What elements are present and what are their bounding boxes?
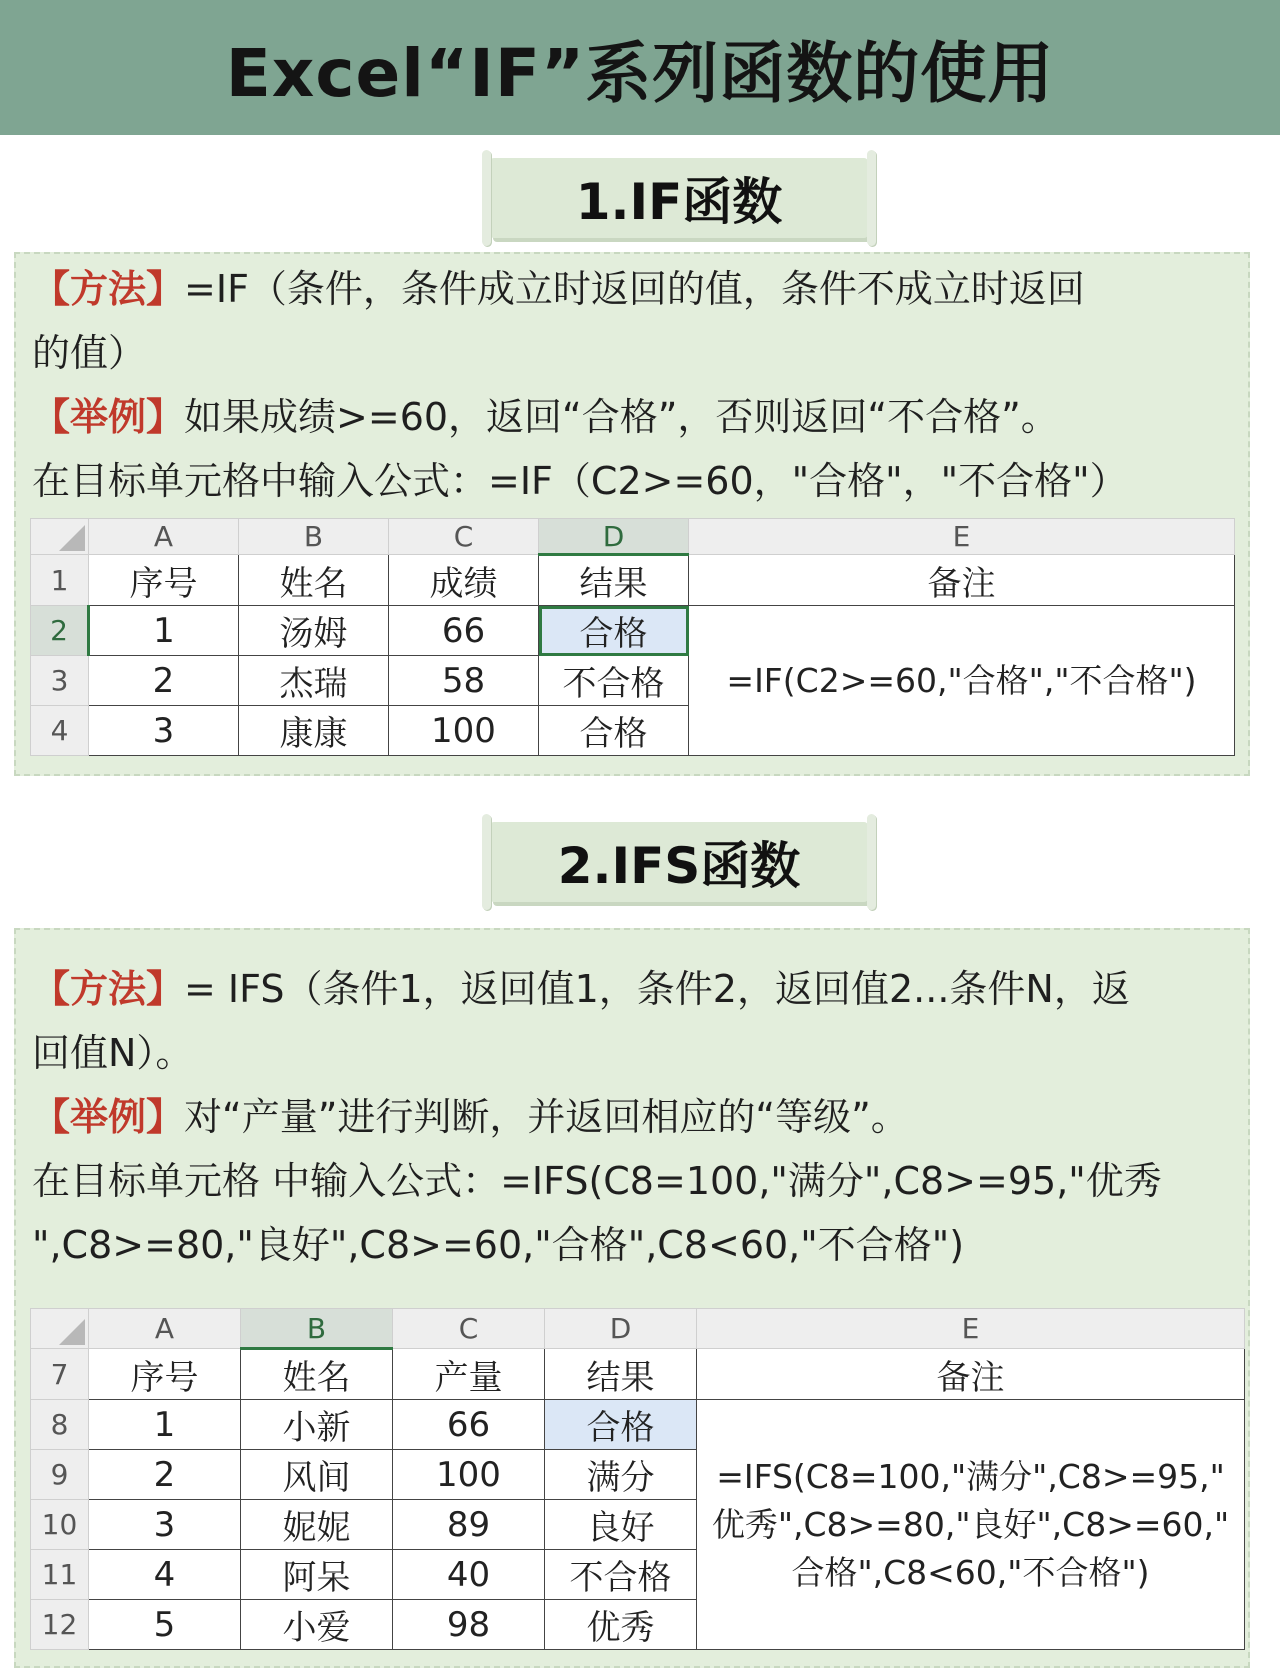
select-all-corner[interactable] [31,519,89,555]
cell[interactable]: 4 [89,1550,241,1600]
row-header[interactable]: 4 [31,706,89,756]
cell[interactable]: 小爱 [241,1600,393,1650]
row-header[interactable]: 10 [31,1500,89,1550]
section2-heading: 2.IFS函数 [557,837,801,895]
cell[interactable]: 5 [89,1600,241,1650]
cell[interactable]: 满分 [545,1450,697,1500]
example-tag: 【举例】 [32,395,185,439]
cell[interactable]: 3 [89,706,239,756]
section2-formula-line-1: 在目标单元格 中输入公式：=IFS(C8=100,"满分",C8>=95,"优秀 [32,1159,1162,1203]
cell[interactable]: 成绩 [389,555,539,606]
example-text: 如果成绩>=60，返回“合格”，否则返回“不合格”。 [184,395,1059,439]
cell[interactable]: 风间 [241,1450,393,1500]
column-header-a[interactable]: A [89,1309,241,1349]
column-header-c[interactable]: C [389,519,539,555]
column-header-a[interactable]: A [89,519,239,555]
active-cell[interactable]: 合格 [539,606,689,656]
row-header[interactable]: 2 [31,606,89,656]
section1-method-line [32,266,1085,312]
cell[interactable]: 98 [393,1600,545,1650]
cell[interactable]: 2 [89,1450,241,1500]
column-header-row [31,1309,1245,1349]
column-header-d[interactable]: D [545,1309,697,1349]
table-row [31,606,1235,656]
select-all-corner[interactable] [31,1309,89,1349]
column-header-d[interactable]: D [539,519,689,555]
example-tag: 【举例】 [32,1095,185,1139]
section1-heading: 1.IF函数 [575,173,783,231]
column-header-c[interactable]: C [393,1309,545,1349]
row-header[interactable]: 9 [31,1450,89,1500]
table-row [31,1349,1245,1400]
note-formula-cell[interactable] [697,1400,1245,1650]
page-title: Excel“IF”系列函数的使用 [225,35,1055,112]
section1-spreadsheet [30,518,1235,756]
cell[interactable]: 66 [393,1400,545,1450]
section1-method-line-2: 的值） [32,331,147,375]
cell[interactable]: 58 [389,656,539,706]
cell[interactable]: 1 [89,1400,241,1450]
cell[interactable]: 40 [393,1550,545,1600]
cell[interactable]: 100 [389,706,539,756]
note-formula-line: 优秀",C8>=80,"良好",C8>=60," [711,1504,1230,1544]
method-tag: 【方法】 [32,267,185,311]
cell[interactable]: 序号 [89,555,239,606]
row-header[interactable]: 12 [31,1600,89,1650]
cell[interactable]: 结果 [539,555,689,606]
section2-formula-line-2: ",C8>=80,"良好",C8>=60,"合格",C8<60,"不合格") [32,1223,965,1267]
cell[interactable]: 汤姆 [239,606,389,656]
cell[interactable]: 89 [393,1500,545,1550]
method-text: =IF（条件，条件成立时返回的值，条件不成立时返回 [184,267,1085,311]
cell[interactable]: 1 [89,606,239,656]
highlighted-cell[interactable]: 合格 [545,1400,697,1450]
column-header-e[interactable]: E [697,1309,1245,1349]
page-header [0,0,1280,135]
section2-method-line-2: 回值N）。 [32,1031,194,1075]
cell[interactable]: 小新 [241,1400,393,1450]
example-text: 对“产量”进行判断，并返回相应的“等级”。 [184,1095,909,1139]
section1-example-line [32,394,1059,440]
cell[interactable]: 备注 [689,555,1235,606]
column-header-b[interactable]: B [241,1309,393,1349]
column-header-e[interactable]: E [689,519,1235,555]
note-formula-line: =IFS(C8=100,"满分",C8>=95," [716,1456,1225,1496]
row-header[interactable]: 8 [31,1400,89,1450]
row-header[interactable]: 3 [31,656,89,706]
cell[interactable]: 姓名 [241,1349,393,1400]
row-header[interactable]: 7 [31,1349,89,1400]
cell[interactable]: 100 [393,1450,545,1500]
cell[interactable]: 2 [89,656,239,706]
cell[interactable]: 康康 [239,706,389,756]
row-header[interactable]: 1 [31,555,89,606]
table-row [31,1400,1245,1450]
cell[interactable]: 产量 [393,1349,545,1400]
note-formula-line: 合格",C8<60,"不合格") [791,1552,1150,1592]
cell[interactable]: 合格 [539,706,689,756]
column-header-b[interactable]: B [239,519,389,555]
row-header[interactable]: 11 [31,1550,89,1600]
section2-method-line [32,966,1130,1012]
cell[interactable]: 良好 [545,1500,697,1550]
section2-spreadsheet [30,1308,1245,1650]
table-row [31,555,1235,606]
cell[interactable]: 妮妮 [241,1500,393,1550]
cell[interactable]: 序号 [89,1349,241,1400]
cell[interactable]: 3 [89,1500,241,1550]
column-header-row [31,519,1235,555]
method-tag: 【方法】 [32,967,185,1011]
cell[interactable]: 姓名 [239,555,389,606]
cell[interactable]: 阿呆 [241,1550,393,1600]
note-formula-cell[interactable]: =IF(C2>=60,"合格","不合格") [689,606,1235,756]
section1-heading-banner [490,158,868,238]
section1-formula-line: 在目标单元格中输入公式：=IF（C2>=60，"合格"，"不合格"） [32,459,1128,503]
section2-heading-banner [490,822,868,902]
cell[interactable]: 不合格 [539,656,689,706]
cell[interactable]: 杰瑞 [239,656,389,706]
cell[interactable]: 66 [389,606,539,656]
method-text: = IFS（条件1，返回值1，条件2，返回值2...条件N，返 [184,967,1130,1011]
cell[interactable]: 结果 [545,1349,697,1400]
section2-example-line [32,1094,909,1140]
cell[interactable]: 优秀 [545,1600,697,1650]
cell[interactable]: 备注 [697,1349,1245,1400]
cell[interactable]: 不合格 [545,1550,697,1600]
